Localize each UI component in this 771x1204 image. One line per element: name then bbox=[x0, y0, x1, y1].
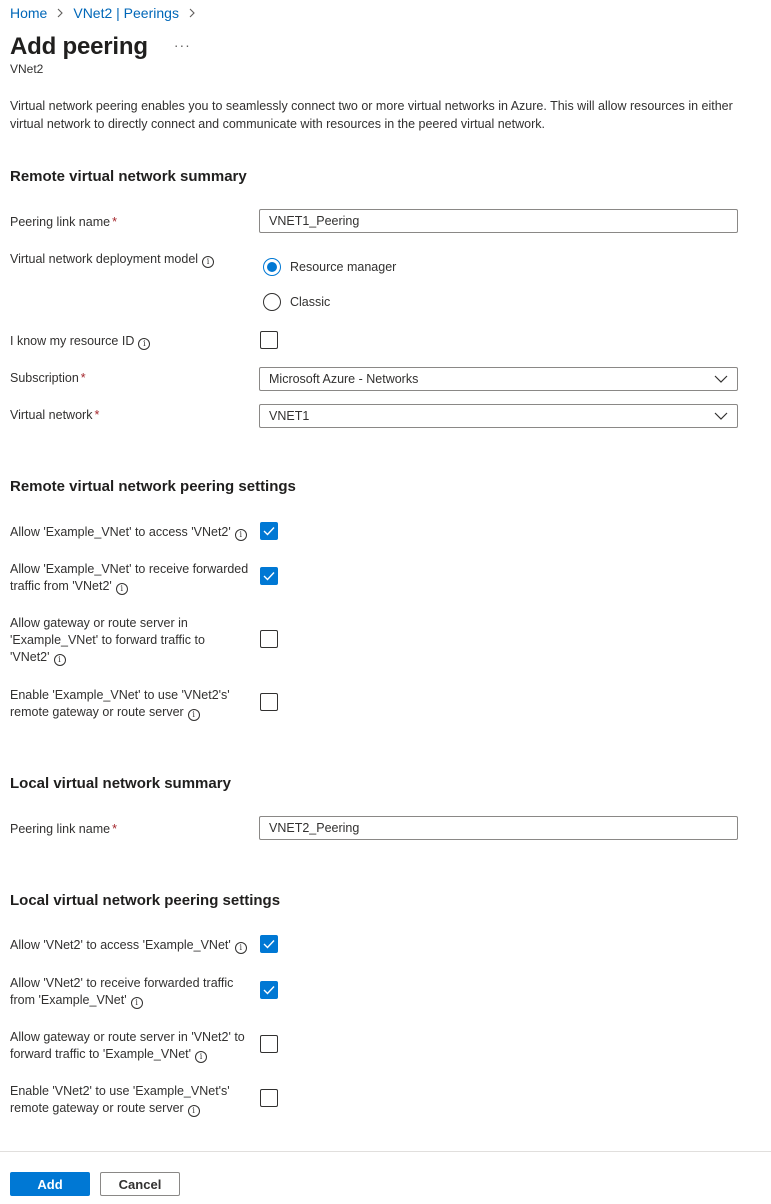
local-setting-label-1 bbox=[10, 937, 260, 954]
subscription-label bbox=[10, 370, 260, 387]
footer-divider bbox=[0, 1151, 771, 1152]
section-title-remote-summary: Remote virtual network summary bbox=[10, 168, 247, 185]
subscription-dropdown[interactable] bbox=[259, 367, 738, 391]
remote-setting-label-2 bbox=[10, 561, 260, 595]
local-setting-label-3 bbox=[10, 1029, 260, 1063]
section-title-local-summary: Local virtual network summary bbox=[10, 775, 231, 792]
required-asterisk: * bbox=[94, 408, 100, 422]
breadcrumb-vnet2-peerings[interactable]: VNet2 | Peerings bbox=[73, 5, 179, 21]
section-title-remote-settings: Remote virtual network peering settings bbox=[10, 478, 296, 495]
remote-setting-text-3b: 'Example_VNet' to forward traffic to bbox=[10, 633, 205, 647]
remote-setting-text-3a: Allow gateway or route server in bbox=[10, 616, 188, 630]
required-asterisk: * bbox=[80, 371, 86, 385]
resource-id-checkbox[interactable] bbox=[260, 331, 278, 349]
title-row bbox=[10, 33, 191, 61]
remote-setting-checkbox-2[interactable] bbox=[260, 567, 278, 585]
required-asterisk: * bbox=[112, 215, 117, 229]
resource-id-label bbox=[10, 333, 260, 350]
remote-setting-text-2a: Allow 'Example_VNet' to receive forwarded bbox=[10, 562, 249, 576]
local-setting-text-2b: from 'Example_VNet' bbox=[10, 993, 127, 1007]
local-setting-label-4 bbox=[10, 1083, 260, 1117]
radio-classic[interactable] bbox=[263, 293, 330, 311]
local-setting-text-2a: Allow 'VNet2' to receive forwarded traffic bbox=[10, 976, 234, 990]
local-peering-link-label bbox=[10, 821, 260, 838]
description-text: Virtual network peering enables you to seamlessly connect two or more virtual networks in Azure. This will allow resources in either virtual network to directly connect and communicate with resources in the peered virtual network. bbox=[10, 99, 733, 131]
chevron-down-icon bbox=[714, 409, 728, 423]
checkmark-icon bbox=[263, 526, 275, 536]
add-button[interactable]: Add bbox=[10, 1172, 90, 1196]
breadcrumb bbox=[10, 5, 205, 21]
info-icon[interactable]: i bbox=[54, 654, 66, 666]
remote-setting-label-4 bbox=[10, 687, 260, 721]
info-icon[interactable]: i bbox=[235, 529, 247, 541]
breadcrumb-home[interactable]: Home bbox=[10, 5, 48, 21]
remote-setting-label-1 bbox=[10, 524, 260, 541]
remote-setting-text-4a: Enable 'Example_VNet' to use 'VNet2's' bbox=[10, 688, 230, 702]
checkmark-icon bbox=[263, 985, 275, 995]
deployment-model-label bbox=[10, 251, 260, 268]
cancel-button[interactable]: Cancel bbox=[100, 1172, 180, 1196]
radio-button-selected[interactable] bbox=[263, 258, 281, 276]
local-setting-text-1: Allow 'VNet2' to access 'Example_VNet' bbox=[10, 938, 231, 952]
subscription-value: Microsoft Azure - Networks bbox=[269, 372, 419, 386]
remote-peering-link-label bbox=[10, 214, 260, 231]
remote-setting-text-1: Allow 'Example_VNet' to access 'VNet2' bbox=[10, 525, 231, 539]
remote-setting-checkbox-4[interactable] bbox=[260, 693, 278, 711]
radio-resource-manager[interactable] bbox=[263, 258, 396, 276]
checkmark-icon bbox=[263, 571, 275, 581]
info-icon[interactable]: i bbox=[116, 583, 128, 595]
info-icon[interactable]: i bbox=[202, 256, 214, 268]
page-subtitle: VNet2 bbox=[10, 62, 44, 76]
virtual-network-dropdown[interactable] bbox=[259, 404, 738, 428]
info-icon[interactable]: i bbox=[195, 1051, 207, 1063]
chevron-right-icon bbox=[56, 8, 64, 18]
virtual-network-label bbox=[10, 407, 260, 424]
radio-label-classic: Classic bbox=[290, 295, 331, 309]
deployment-model-label-text: Virtual network deployment model bbox=[10, 252, 199, 266]
virtual-network-label-text: Virtual network bbox=[10, 408, 93, 422]
page-title: Add peering bbox=[10, 33, 148, 60]
subscription-label-text: Subscription bbox=[10, 371, 79, 385]
remote-peering-link-input[interactable]: VNET1_Peering bbox=[259, 209, 738, 233]
local-setting-checkbox-4[interactable] bbox=[260, 1089, 278, 1107]
radio-label-resource-manager: Resource manager bbox=[290, 260, 397, 274]
more-options-button[interactable]: ··· bbox=[173, 37, 191, 53]
local-setting-checkbox-2[interactable] bbox=[260, 981, 278, 999]
local-peering-link-label-text: Peering link name bbox=[10, 822, 111, 836]
info-icon[interactable]: i bbox=[138, 338, 150, 350]
info-icon[interactable]: i bbox=[235, 942, 247, 954]
remote-setting-checkbox-1[interactable] bbox=[260, 522, 278, 540]
virtual-network-value: VNET1 bbox=[269, 409, 310, 423]
remote-setting-text-3c: 'VNet2' bbox=[10, 650, 50, 664]
remote-setting-text-2b: traffic from 'VNet2' bbox=[10, 579, 112, 593]
info-icon[interactable]: i bbox=[188, 1105, 200, 1117]
info-icon[interactable]: i bbox=[188, 709, 200, 721]
local-setting-checkbox-1[interactable] bbox=[260, 935, 278, 953]
resource-id-label-text: I know my resource ID bbox=[10, 334, 135, 348]
section-title-local-settings: Local virtual network peering settings bbox=[10, 892, 281, 909]
local-setting-text-3b: forward traffic to 'Example_VNet' bbox=[10, 1047, 192, 1061]
chevron-down-icon bbox=[714, 372, 728, 386]
radio-button-unselected[interactable] bbox=[263, 293, 281, 311]
remote-peering-link-label-text: Peering link name bbox=[10, 215, 111, 229]
required-asterisk: * bbox=[112, 822, 117, 836]
local-setting-label-2 bbox=[10, 975, 260, 1009]
info-icon[interactable]: i bbox=[131, 997, 143, 1009]
remote-setting-text-4b: remote gateway or route server bbox=[10, 705, 184, 719]
local-setting-text-4a: Enable 'VNet2' to use 'Example_VNet's' bbox=[10, 1084, 230, 1098]
remote-setting-checkbox-3[interactable] bbox=[260, 630, 278, 648]
local-setting-text-4b: remote gateway or route server bbox=[10, 1101, 184, 1115]
remote-setting-label-3 bbox=[10, 615, 260, 666]
local-peering-link-input[interactable]: VNET2_Peering bbox=[259, 816, 738, 840]
local-setting-text-3a: Allow gateway or route server in 'VNet2' to bbox=[10, 1030, 245, 1044]
local-setting-checkbox-3[interactable] bbox=[260, 1035, 278, 1053]
chevron-right-icon bbox=[188, 8, 196, 18]
checkmark-icon bbox=[263, 939, 275, 949]
